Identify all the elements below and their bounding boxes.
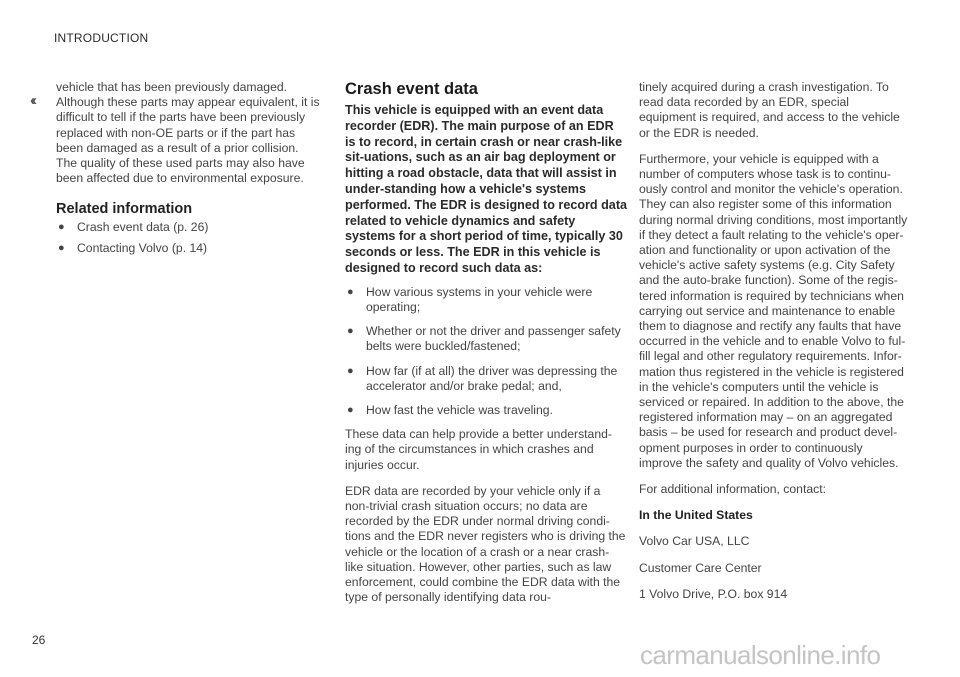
continued-paragraph: vehicle that has been previously damaged. Although these parts may appear equivalent, it is difficult to tell if the parts have been previously replaced with non-OE parts or if the part has been damaged as a result of a prior collision. The quality of these used parts may also have been affected due to environmental exposure. [56,80,320,186]
bullet-icon: ● [58,221,65,234]
page-number: 26 [32,633,46,647]
address-line: Volvo Car USA, LLC [639,534,750,549]
related-link-crash-event-data[interactable]: ● Crash event data (p. 26) [58,220,209,235]
paragraph: Furthermore, your vehicle is equipped with a number of computers whose task is to continu-ously control and monitor the vehicle's operation. They can also register some of this information during normal driving conditions, most importantly if they detect a fault relating to the vehicle's oper-ation and functionality or upon activation of the vehicle's active safety systems (e.g. City Safety and the auto-brake function). Some of the regis-tered information is required by technicians when carrying out service and maintenance to enable them to diagnose and rectify any faults that have occurred in the vehicle and to enable Volvo to ful-fill legal and other regulatory requirements. Infor-mation thus registered in the vehicle is registered in the vehicle's computers until the vehicle is serviced or repaired. In addition to the above, the registered information may – on an aggregated basis – be used for research and product devel-opment purposes in order to continuously improve the safety and quality of Volvo vehicles. [639,151,908,470]
bullet-icon: ● [347,325,354,338]
bullet-icon: ● [347,285,354,298]
column-middle [345,80,627,605]
section-header: INTRODUCTION [54,31,149,45]
address-line: Customer Care Center [639,560,762,575]
address-line: 1 Volvo Drive, P.O. box 914 [639,586,788,601]
column-right [639,80,909,602]
watermark: carmanualsonline.info [640,640,881,670]
paragraph: These data can help provide a better understand-ing of the circumstances in which crashes and injuries occur. [345,427,612,472]
paragraph: For additional information, contact: [639,482,826,497]
related-link-contacting-volvo[interactable]: ● Contacting Volvo (p. 14) [58,240,208,255]
page-title: Crash event data [345,80,478,98]
double-chevron-left-icon[interactable]: ‹‹ [30,92,34,109]
column-left [56,80,320,261]
paragraph: EDR data are recorded by your vehicle only if a non-trivial crash situation occurs; no data are recorded by the EDR under normal driving condi-tions and the EDR never registers who is driving the vehicle or the location of a crash or a near crash-like situation. However, other parties, such as law enforcement, could combine the EDR data with the type of personally identifying data rou- [345,483,626,605]
list-item: ● How various systems in your vehicle were operating; [347,284,593,314]
bullet-icon: ● [347,403,354,416]
related-links-list [56,220,320,255]
related-information-heading: Related information [56,201,193,218]
list-item: ● Whether or not the driver and passenger safety belts were buckled/fastened; [347,324,621,354]
list-item: ● How fast the vehicle was traveling. [347,402,553,417]
bullet-icon: ● [347,364,354,377]
intro-paragraph: This vehicle is equipped with an event data recorder (EDR). The main purpose of an EDR is to record, in certain crash or near crash-like sit-uations, such as an air bag deployment or hitting a road obstacle, data that will assist in under-standing how a vehicle's systems performed. The EDR is designed to record data related to vehicle dynamics and safety systems for a short period of time, typically 30 seconds or less. The EDR in this vehicle is designed to record such data as: [345,103,628,275]
edr-data-list [345,285,627,418]
bullet-icon: ● [58,241,65,254]
paragraph: tinely acquired during a crash investigation. To read data recorded by an EDR, special equipment is required, and access to the vehicle or the EDR is needed. [639,80,900,140]
list-item: ● How far (if at all) the driver was depressing the accelerator and/or brake pedal; and, [347,363,618,393]
region-label: In the United States [639,508,753,523]
